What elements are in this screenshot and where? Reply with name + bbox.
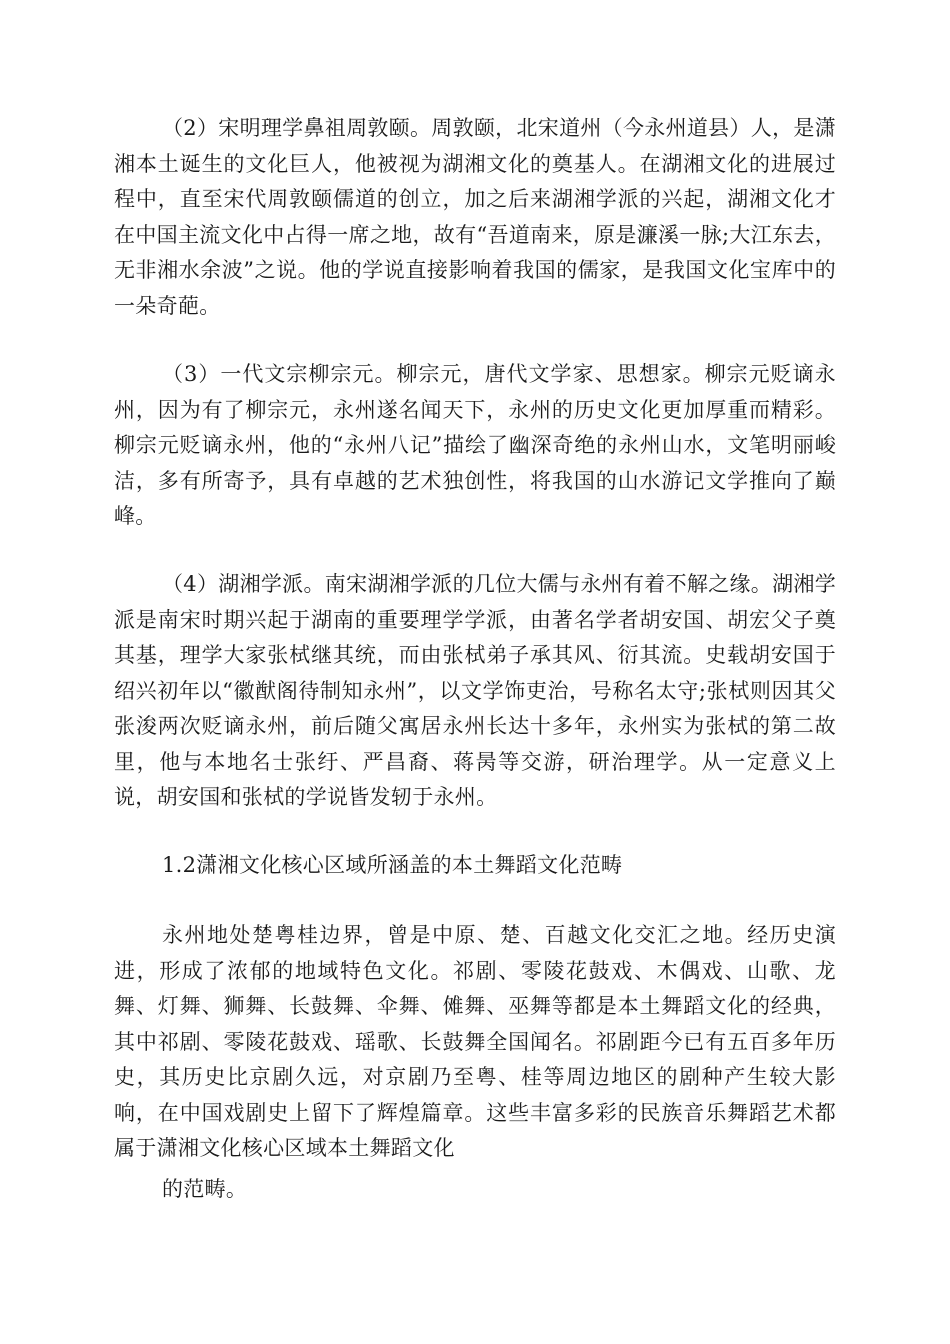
paragraph-huxiang-school: （4）湖湘学派。南宋湖湘学派的几位大儒与永州有着不解之缘。湖湘学派是南宋时期兴起于湖南的重要理学学派，由著名学者胡安国、胡宏父子奠其基，理学大家张栻继其统，而由张栻弟子承其风、衍其流。史载胡安国于绍兴初年以“徽猷阁待制知永州”，以文学饰吏治，号称名太守;张栻则因其父张浚两次贬谪永州，前后随父寓居永州长达十多年，永州实为张栻的第二故里，他与本地名士张纡、严昌裔、蒋昺等交游，研治理学。从一定意义上说，胡安国和张栻的学说皆发轫于永州。 — [114, 572, 836, 809]
paragraph-zhou-dunyi: （2）宋明理学鼻祖周敦颐。周敦颐，北宋道州（今永州道县）人，是潇湘本土诞生的文化巨人，他被视为湖湘文化的奠基人。在湖湘文化的进展过程中，直至宋代周敦颐儒道的创立，加之后来湖湘学派的兴起，湖湘文化才在中国主流文化中占得一席之地，故有“吾道南来，原是濂溪一脉;大江东去，无非湘水余波”之说。他的学说直接影响着我国的儒家，是我国文化宝库中的一朵奇葩。 — [114, 116, 836, 318]
section-heading-1-2: 1.2潇湘文化核心区域所涵盖的本土舞蹈文化范畴 — [162, 853, 623, 877]
paragraph-yongzhou-dance: 永州地处楚粤桂边界，曾是中原、楚、百越文化交汇之地。经历史演进，形成了浓郁的地域特色文化。祁剧、零陵花鼓戏、木偶戏、山歌、龙舞、灯舞、狮舞、长鼓舞、伞舞、傩舞、巫舞等都是本土舞蹈文化的经典，其中祁剧、零陵花鼓戏、瑶歌、长鼓舞全国闻名。祁剧距今已有五百多年历史，其历史比京剧久远，对京剧乃至粤、桂等周边地区的剧种产生较大影响，在中国戏剧史上留下了辉煌篇章。这些丰富多彩的民族音乐舞蹈艺术都属于潇湘文化核心区域本土舞蹈文化 — [114, 923, 836, 1160]
paragraph-liu-zongyuan: （3）一代文宗柳宗元。柳宗元，唐代文学家、思想家。柳宗元贬谪永州，因为有了柳宗元，永州遂名闻天下，永州的历史文化更加厚重而精彩。柳宗元贬谪永州，他的“永州八记”描绘了幽深奇绝的永州山水，文笔明丽峻洁，多有所寄予，具有卓越的艺术独创性，将我国的山水游记文学推向了巅峰。 — [114, 362, 836, 528]
paragraph-continuation: 的范畴。 — [162, 1177, 248, 1201]
